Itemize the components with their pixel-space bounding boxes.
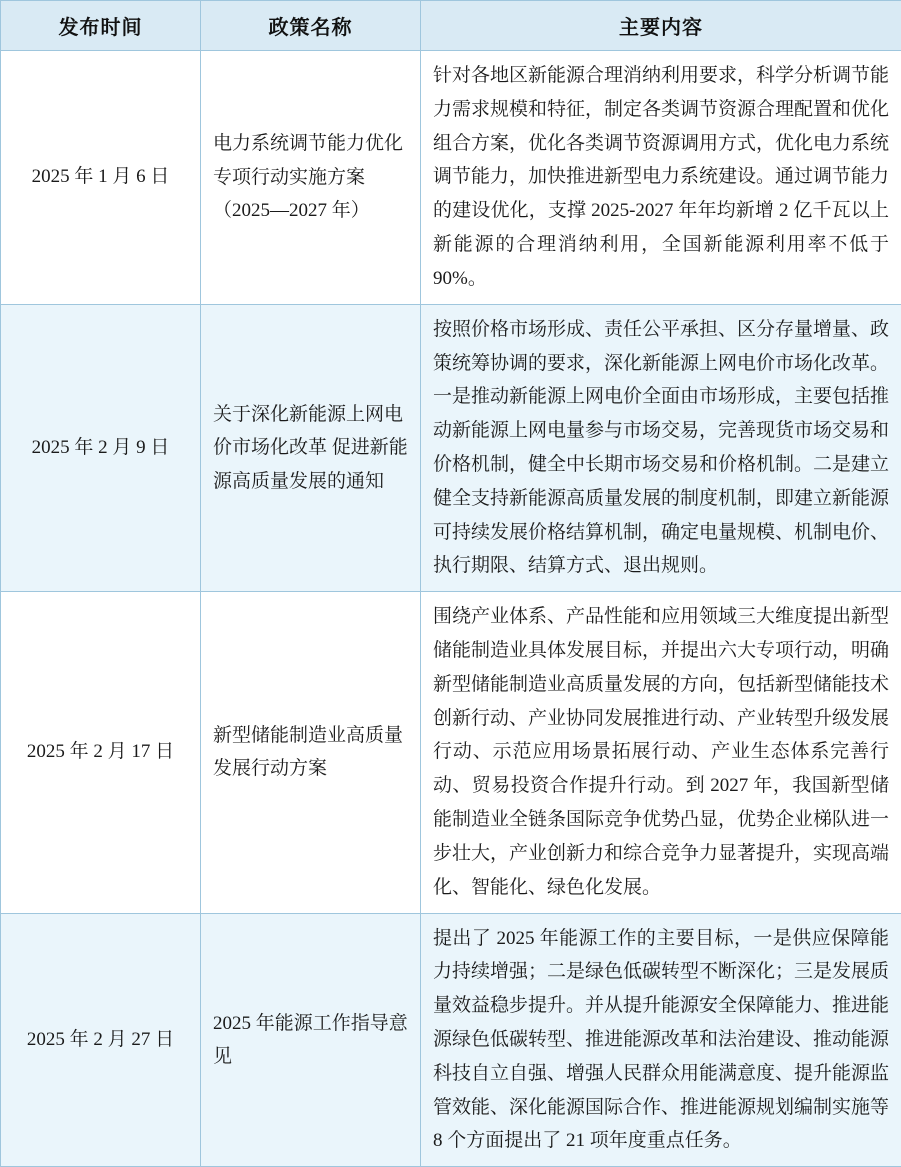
- cell-date: 2025 年 2 月 17 日: [1, 592, 201, 913]
- cell-policy-name: 新型储能制造业高质量发展行动方案: [201, 592, 421, 913]
- cell-main-content: 按照价格市场形成、责任公平承担、区分存量增量、政策统筹协调的要求，深化新能源上网电价市场化改革。一是推动新能源上网电价全面由市场形成，主要包括推动新能源上网电量参与市场交易，完善现货市场交易和价格机制，健全中长期市场交易和价格机制。二是建立健全支持新能源高质量发展的制度机制，即建立新能源可持续发展价格结算机制，确定电量规模、机制电价、执行期限、结算方式、退出规则。: [421, 304, 901, 592]
- table-row: [1, 51, 901, 305]
- cell-date: 2025 年 1 月 6 日: [1, 51, 201, 305]
- column-header-date: 发布时间: [1, 1, 201, 51]
- column-header-name: 政策名称: [201, 1, 421, 51]
- cell-date: 2025 年 2 月 27 日: [1, 913, 201, 1167]
- cell-policy-name: 2025 年能源工作指导意见: [201, 913, 421, 1167]
- cell-main-content: 提出了 2025 年能源工作的主要目标，一是供应保障能力持续增强；二是绿色低碳转型不断深化；三是发展质量效益稳步提升。并从提升能源安全保障能力、推进能源绿色低碳转型、推进能源改革和法治建设、推动能源科技自立自强、增强人民群众用能满意度、提升能源监管效能、深化能源国际合作、推进能源规划编制实施等 8 个方面提出了 21 项年度重点任务。: [421, 913, 901, 1167]
- table-row: [1, 913, 901, 1167]
- cell-main-content: 针对各地区新能源合理消纳利用要求，科学分析调节能力需求规模和特征，制定各类调节资源合理配置和优化组合方案，优化各类调节资源调用方式，优化电力系统调节能力，加快推进新型电力系统建设。通过调节能力的建设优化，支撑 2025-2027 年年均新增 2 亿千瓦以上新能源的合理消纳利用，全国新能源利用率不低于 90%。: [421, 51, 901, 305]
- table-row: [1, 592, 901, 913]
- table-header-row: [1, 1, 901, 51]
- table-header: [1, 1, 901, 51]
- column-header-content: 主要内容: [421, 1, 901, 51]
- cell-main-content: 围绕产业体系、产品性能和应用领域三大维度提出新型储能制造业具体发展目标，并提出六大专项行动，明确新型储能制造业高质量发展的方向，包括新型储能技术创新行动、产业协同发展推进行动、产业转型升级发展行动、示范应用场景拓展行动、产业生态体系完善行动、贸易投资合作提升行动。到 2027 年，我国新型储能制造业全链条国际竞争优势凸显，优势企业梯队进一步壮大，产业创新力和综合竞争力显著提升，实现高端化、智能化、绿色化发展。: [421, 592, 901, 913]
- cell-policy-name: 关于深化新能源上网电价市场化改革 促进新能源高质量发展的通知: [201, 304, 421, 592]
- table-row: [1, 304, 901, 592]
- cell-date: 2025 年 2 月 9 日: [1, 304, 201, 592]
- cell-policy-name: 电力系统调节能力优化专项行动实施方案（2025—2027 年）: [201, 51, 421, 305]
- table-body: [1, 51, 901, 1167]
